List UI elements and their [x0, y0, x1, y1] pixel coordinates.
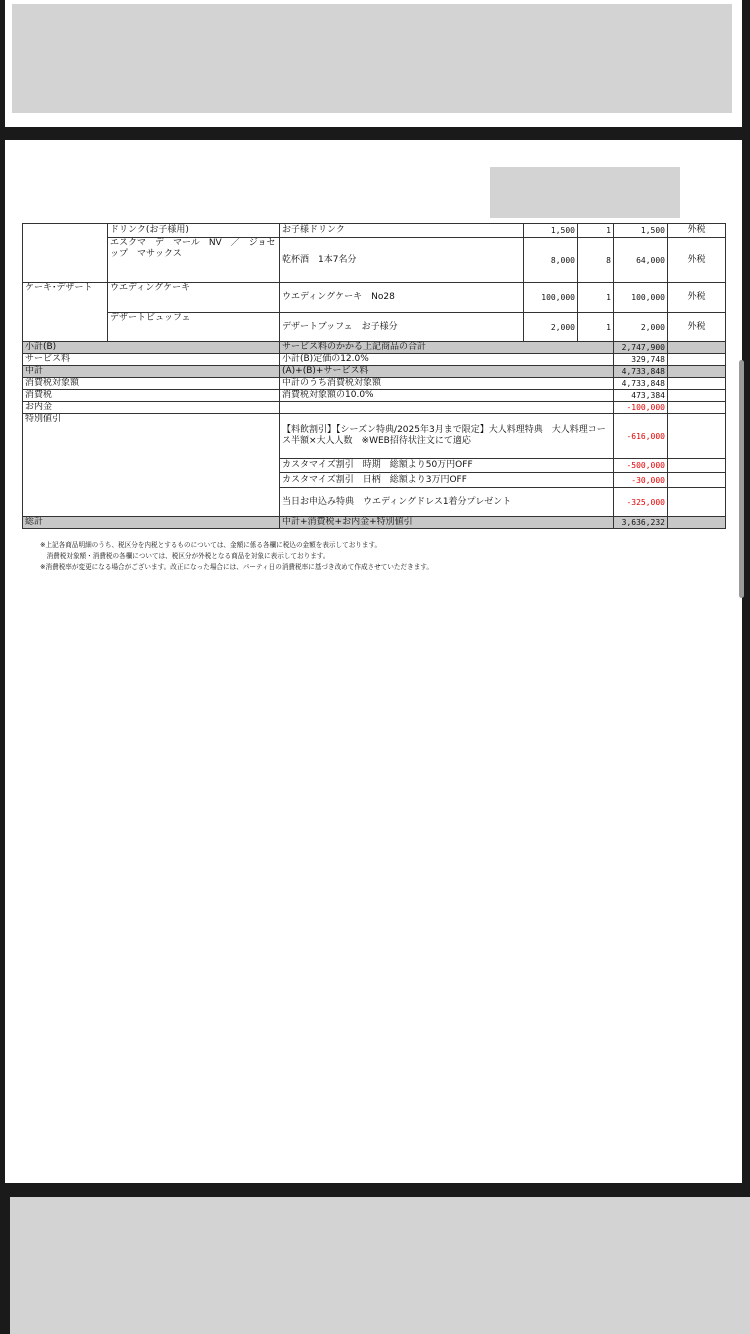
item-desc: お子様ドリンク [280, 224, 524, 238]
table-row [23, 283, 726, 313]
discount-desc: 当日お申込み特典 ウエディングドレス1着分プレゼント [280, 488, 614, 517]
table-row [23, 238, 726, 283]
summary-desc: 中計のうち消費税対象額 [280, 378, 614, 390]
summary-label: 特別値引 [23, 414, 280, 517]
amount: 2,000 [614, 313, 668, 342]
item-name: エスクマ デ マール NV ／ ジョセップ マサックス [108, 238, 280, 283]
unit-price: 100,000 [524, 283, 578, 313]
tax-type: 外税 [668, 313, 726, 342]
category-cell [23, 224, 108, 283]
discount-desc: 【料飲割引】【シーズン特典/2025年3月まで限定】大人料理特典 大人料理コース半額×大人人数 ※WEB招待状注文にて適応 [280, 414, 614, 459]
summary-desc: 消費税対象額の10.0% [280, 390, 614, 402]
discount-desc: カスタマイズ割引 時期 総額より50万円OFF [280, 459, 614, 473]
discount-amount: -500,000 [614, 459, 668, 473]
unit-price: 8,000 [524, 238, 578, 283]
summary-amount: 4,733,848 [614, 366, 668, 378]
summary-label: 消費税 [23, 390, 280, 402]
summary-label: 中計 [23, 366, 280, 378]
consumption-tax-row [23, 390, 726, 402]
summary-label: お内金 [23, 402, 280, 414]
amount: 1,500 [614, 224, 668, 238]
summary-amount: 473,384 [614, 390, 668, 402]
summary-desc: サービス料のかかる上記商品の合計 [280, 342, 614, 354]
service-charge-row [23, 354, 726, 366]
item-name: デザートビュッフェ [108, 313, 280, 342]
grand-total-row [23, 517, 726, 529]
amount: 64,000 [614, 238, 668, 283]
estimate-page [5, 140, 742, 1183]
tax-type: 外税 [668, 238, 726, 283]
estimate-table [22, 223, 726, 529]
deposit-row [23, 402, 726, 414]
summary-desc: 中計+消費税+お内金+特別値引 [280, 517, 614, 529]
item-name: ウエディングケーキ [108, 283, 280, 313]
summary-desc: (A)+(B)+サービス料 [280, 366, 614, 378]
summary-amount: 3,636,232 [614, 517, 668, 529]
summary-amount: -100,000 [614, 402, 668, 414]
table-row [23, 313, 726, 342]
summary-desc [280, 402, 614, 414]
item-name: ドリンク(お子様用) [108, 224, 280, 238]
discount-amount: -30,000 [614, 473, 668, 488]
item-desc: 乾杯酒 1本7名分 [280, 238, 524, 283]
taxable-amount-row [23, 378, 726, 390]
next-page-redacted [10, 1197, 750, 1334]
footnotes [40, 540, 433, 573]
tax-type: 外税 [668, 224, 726, 238]
quantity: 1 [578, 224, 614, 238]
quantity: 8 [578, 238, 614, 283]
summary-label: 消費税対象額 [23, 378, 280, 390]
subtotal-b-row [23, 342, 726, 354]
table-row [23, 224, 726, 238]
redacted-block [12, 4, 732, 113]
midtotal-row [23, 366, 726, 378]
unit-price: 1,500 [524, 224, 578, 238]
summary-label: サービス料 [23, 354, 280, 366]
special-discount-row [23, 414, 726, 459]
footnote: ※消費税率が変更になる場合がございます。改正になった場合には、パーティ日の消費税率に基づき改めて作成させていただきます。 [40, 563, 433, 571]
quantity: 1 [578, 313, 614, 342]
discount-amount: -616,000 [614, 414, 668, 459]
previous-page [5, 0, 742, 127]
redacted-block [490, 167, 680, 218]
summary-amount: 2,747,900 [614, 342, 668, 354]
amount: 100,000 [614, 283, 668, 313]
summary-amount: 4,733,848 [614, 378, 668, 390]
summary-amount: 329,748 [614, 354, 668, 366]
summary-label: 総計 [23, 517, 280, 529]
footnote: ※上記各商品明細のうち、税区分を内税とするものについては、金額に係る各欄に税込の金額を表示しております。 [40, 541, 382, 549]
discount-desc: カスタマイズ割引 日柄 総額より3万円OFF [280, 473, 614, 488]
summary-label: 小計(B) [23, 342, 280, 354]
item-desc: ウエディングケーキ No28 [280, 283, 524, 313]
scrollbar[interactable] [739, 360, 744, 598]
unit-price: 2,000 [524, 313, 578, 342]
footnote: 消費税対象額・消費税の各欄については、税区分が外税となる商品を対象に表示しております。 [40, 552, 330, 560]
item-desc: デザートブッフェ お子様分 [280, 313, 524, 342]
tax-type: 外税 [668, 283, 726, 313]
summary-desc: 小計(B)定価の12.0% [280, 354, 614, 366]
quantity: 1 [578, 283, 614, 313]
category-cell: ケーキ･デザート [23, 283, 108, 342]
discount-amount: -325,000 [614, 488, 668, 517]
